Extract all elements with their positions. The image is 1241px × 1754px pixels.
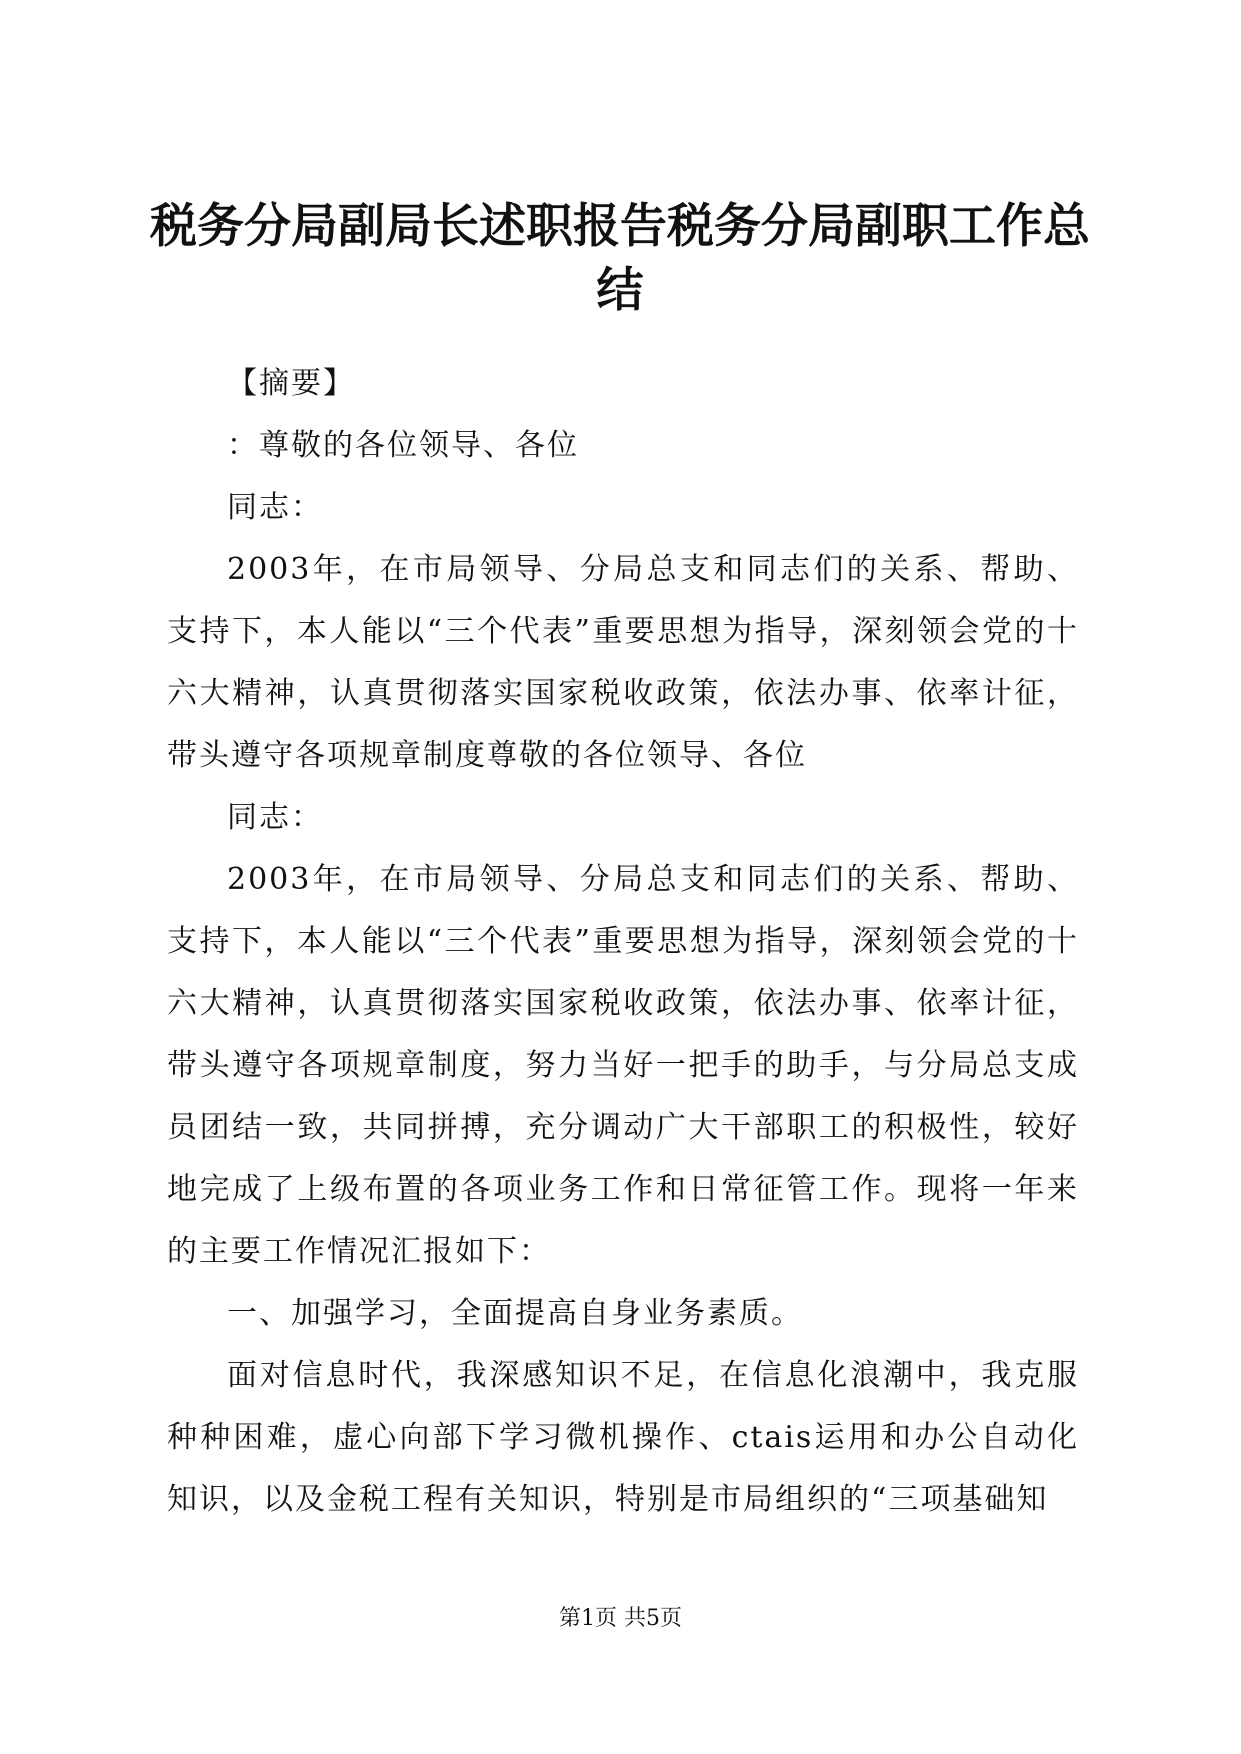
document-title: 税务分局副局长述职报告税务分局副职工作总结 — [150, 199, 1090, 318]
paragraph-intro: 2003年，在市局领导、分局总支和同志们的关系、帮助、支持下，本人能以“三个代表”重要思想为指导，深刻领会党的十六大精神，认真贯彻落实国家税收政策，依法办事、依率计征，带头遵守各项规章制度尊敬的各位领导、各位 — [167, 552, 1079, 773]
paragraph-abstract-heading: 【摘要】 — [227, 366, 355, 401]
paragraph-study: 面对信息时代，我深感知识不足，在信息化浪潮中，我克服种种困难，虚心向部下学习微机操作、ctais运用和办公自动化知识，以及金税工程有关知识，特别是市局组织的“三项基础知 — [167, 1358, 1079, 1517]
paragraph-comrades: 同志： — [227, 490, 323, 525]
page-number-footer: 第1页 共5页 — [559, 1606, 682, 1631]
paragraph-intro-full: 2003年，在市局领导、分局总支和同志们的关系、帮助、支持下，本人能以“三个代表”重要思想为指导，深刻领会党的十六大精神，认真贯彻落实国家税收政策，依法办事、依率计征，带头遵守各项规章制度，努力当好一把手的助手，与分局总支成员团结一致，共同拼搏，充分调动广大干部职工的积极性，较好地完成了上级布置的各项业务工作和日常征管工作。现将一年来的主要工作情况汇报如下： — [167, 862, 1079, 1269]
paragraph-salutation: ：尊敬的各位领导、各位 — [227, 428, 579, 463]
document-body — [167, 353, 1079, 1531]
paragraph-comrades-repeat: 同志： — [227, 800, 323, 835]
paragraph-section-heading: 一、加强学习，全面提高自身业务素质。 — [227, 1296, 803, 1331]
